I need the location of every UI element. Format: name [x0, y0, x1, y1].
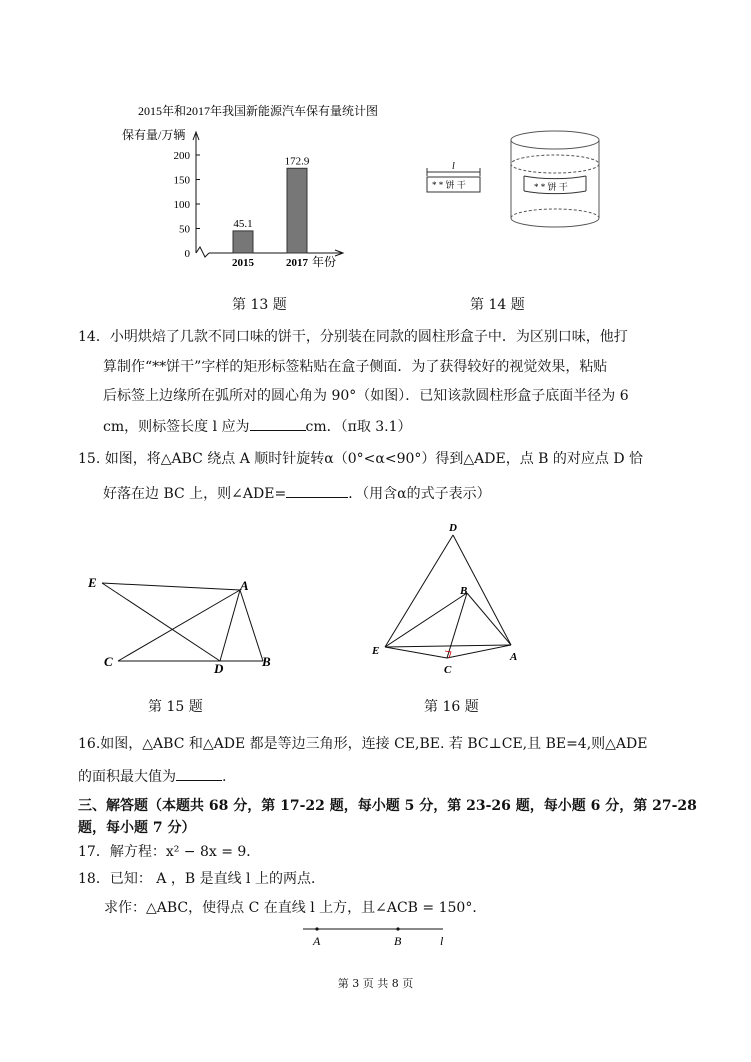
y-tick-label: 0	[184, 248, 190, 260]
point-E: E	[88, 575, 97, 590]
q15-line-1: 15. 如图，将△ABC 绕点 A 顺时针旋转α（0°<α<90°）得到△ADE，点 B 的对应点 D 恰	[78, 451, 644, 467]
page-footer: 第 3 页 共 8 页	[337, 977, 414, 990]
bar-value-label: 45.1	[233, 217, 253, 230]
segment-AB	[240, 590, 263, 661]
q15-line-2	[103, 483, 491, 504]
segment-EA	[102, 583, 240, 590]
q14-figure	[410, 120, 610, 240]
q16-caption: 第 16 题	[424, 699, 479, 715]
y-tick-label: 200	[173, 150, 190, 162]
wrapped-label-top	[524, 176, 586, 179]
point-C: C	[104, 654, 113, 669]
x-tick-label: 2017	[286, 257, 308, 269]
answer-blank	[250, 416, 306, 431]
cylinder-bottom-hidden	[511, 209, 599, 218]
bar-value-label: 172.9	[284, 155, 310, 168]
q14-line-4-pre: cm，则标签长度 l 应为	[103, 419, 250, 435]
line-l-label: l	[440, 934, 444, 948]
section-3-heading: 三、解答题（本题共 68 分，第 17-22 题，每小题 5 分，第 23-26 题，每小题 6 分，第 27-28	[78, 798, 697, 814]
q14-line-4	[103, 416, 412, 437]
y-tick-label: 100	[173, 199, 190, 211]
point-A-dot	[315, 927, 318, 930]
q13-caption: 第 13 题	[232, 297, 287, 313]
section-3-heading-2: 题，每小题 7 分）	[78, 820, 196, 836]
point-E: E	[372, 645, 380, 657]
chart-xlabel: 年份	[312, 255, 337, 269]
q15-line-2-post: ．（用含α的式子表示）	[348, 486, 491, 502]
segment-EA	[385, 645, 511, 647]
point-D: D	[449, 522, 457, 534]
q14-caption: 第 14 题	[470, 297, 525, 313]
q15-caption: 第 15 题	[148, 699, 203, 715]
q14-line-3: 后标签上边缘所在弧所对的圆心角为 90°（如图）．已知该款圆柱形盒子底面半径为 6	[103, 388, 629, 404]
segment-AD	[220, 590, 240, 661]
bar-2015	[233, 231, 253, 253]
y-tick-label: 50	[179, 223, 190, 236]
q16-figure	[365, 515, 535, 680]
x-tick-label: 2015	[232, 257, 254, 269]
segment-CA	[447, 645, 511, 658]
point-B: B	[262, 654, 271, 669]
label-text: * * 饼 干	[432, 180, 466, 190]
answer-blank	[176, 766, 222, 781]
point-A: A	[240, 578, 249, 593]
q18-line-figure	[295, 920, 455, 950]
point-B-dot	[396, 927, 399, 930]
cylinder-inner	[511, 155, 599, 173]
q17-text: 17．解方程：x² − 8x = 9．	[78, 844, 261, 860]
segment-BC	[447, 593, 467, 658]
cylinder-bottom	[511, 218, 599, 227]
point-C: C	[444, 664, 452, 676]
q16-line-2-post: .	[222, 769, 227, 785]
point-A-label: A	[313, 934, 321, 948]
q14-line-1: 14．小明烘焙了几款不同口味的饼干，分别装在同款的圆柱形盒子中．为区别口味，他打	[78, 329, 628, 345]
length-label: l	[452, 161, 455, 172]
segment-CA	[118, 590, 240, 661]
point-B: B	[460, 585, 468, 597]
q18-line-1: 18．已知： A ，B 是直线 l 上的两点．	[78, 871, 325, 887]
q15-line-2-pre: 好落在边 BC 上，则∠ADE=	[103, 486, 287, 502]
q18-line-2: 求作：△ABC，使得点 C 在直线 l 上方，且∠ACB = 150°．	[104, 900, 487, 916]
q14-line-2: 算制作“**饼干”字样的矩形标签粘贴在盒子侧面．为了获得较好的视觉效果，粘贴	[103, 359, 608, 375]
x-axis-break	[196, 247, 209, 257]
segment-BE	[385, 593, 467, 647]
chart-title: 2015年和2017年我国新能源汽车保有量统计图	[137, 104, 379, 118]
answer-blank	[286, 483, 348, 498]
segment-BA	[467, 593, 511, 645]
bar-2017	[287, 168, 307, 253]
point-B-label: B	[394, 934, 402, 948]
q14-line-4-post: cm．（π取 3.1）	[305, 419, 412, 435]
segment-EC	[385, 647, 447, 658]
q13-bar-chart	[0, 0, 751, 300]
segment-ED	[102, 583, 220, 661]
segment-DE	[385, 535, 453, 647]
q16-line-1: 16.如图，△ABC 和△ADE 都是等边三角形，连接 CE,BE. 若 BC⊥CE,且 BE=4,则△ADE	[78, 736, 648, 752]
q16-line-2-pre: 的面积最大值为	[78, 769, 176, 785]
point-A: A	[510, 651, 518, 663]
chart-ylabel: 保有量/万辆	[122, 128, 186, 142]
q16-line-2	[78, 766, 226, 787]
wrapped-label-text: * * 饼 干	[534, 182, 568, 192]
q15-figure	[80, 565, 290, 675]
point-D: D	[214, 661, 224, 675]
cylinder-top	[511, 131, 599, 149]
y-tick-label: 150	[173, 174, 190, 187]
